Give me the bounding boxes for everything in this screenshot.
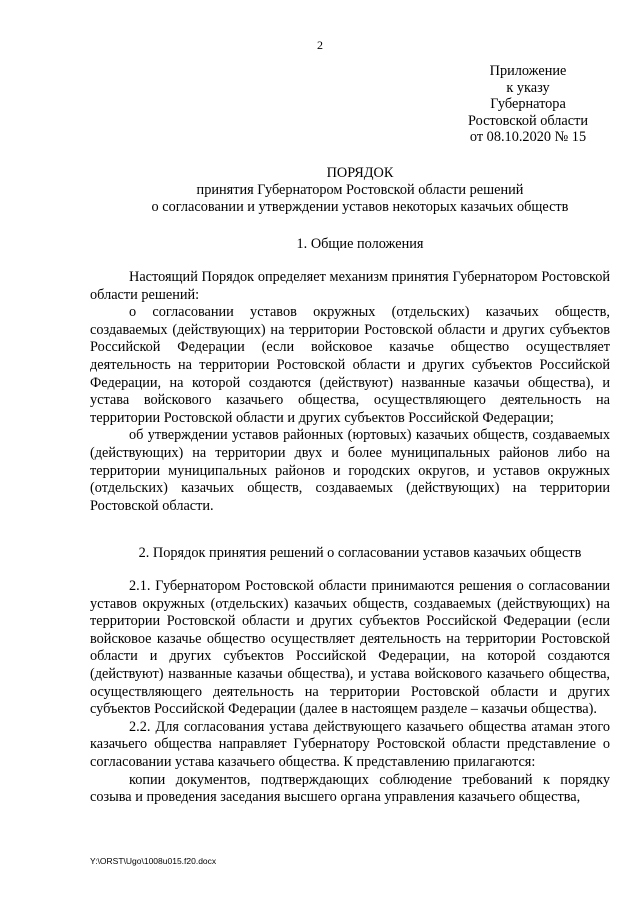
section-heading: 2. Порядок принятия решений о согласовании уставов казачьих обществ	[138, 545, 582, 561]
page-number: 2	[317, 38, 323, 52]
subtitle-line: принятия Губернатором Ростовской области решений	[196, 182, 524, 198]
file-path-footer: Y:\ORST\Ugo\1008u015.f20.docx	[90, 856, 217, 866]
paragraph: о согласовании уставов окружных (отдельских) казачьих обществ, создаваемых (действующих) на территории Ростовской области и других субъектов Российской Федерации (если войсковое казачье общество осуществляет деятельность на территории Ростовской области и других субъектов Российской Федерации, на которой создаются (действуют) названные казачьи общества), и устава войскового казачьего общества, осуществляющего деятельность на территории Ростовской области и других субъектов Российской Федерации;	[90, 304, 610, 426]
paragraph: Настоящий Порядок определяет механизм принятия Губернатором Ростовской области решений:	[90, 269, 610, 303]
appendix-line: Приложение	[489, 63, 567, 79]
title-line: ПОРЯДОК	[326, 165, 394, 181]
appendix-block	[448, 63, 608, 146]
appendix-line: от 08.10.2020 № 15	[469, 129, 587, 146]
paragraph: 2.1. Губернатором Ростовской области принимаются решения о согласовании уставов окружных (отдельских) казачьих обществ, создаваемых (действующих) на территории Ростовской области и других субъектов Российской Федерации (если войсковое казачье общество осуществляет деятельность на территории Ростовской области и других субъектов Российской Федерации, на которой создаются (действуют) названные казачьи общества), и устава войскового казачьего общества, осуществляющего деятельность на территории Ростовской области и других субъектов Российской Федерации (далее в настоящем разделе – казачьи общества).	[90, 578, 610, 718]
section-body	[90, 578, 610, 807]
paragraph: копии документов, подтверждающих соблюдение требований к порядку созыва и проведения заседания высшего органа управления казачьего общества,	[90, 771, 610, 806]
section-body	[90, 269, 610, 515]
appendix-line: Губернатора	[490, 96, 566, 113]
paragraph: 2.2. Для согласования устава действующего казачьего общества атаман этого казачьего общества направляет Губернатору Ростовской области представление о согласовании устава казачьего общества. К представлению прилагаются:	[90, 718, 610, 770]
subtitle-line: о согласовании и утверждении уставов некоторых казачьих обществ	[151, 199, 569, 215]
appendix-line: к указу	[506, 79, 550, 96]
paragraph: об утверждении уставов районных (юртовых) казачьих обществ, создаваемых (действующих) на территории двух и более муниципальных районов либо на территории муниципальных районов и городских округов, и уставов окружных (отдельских) казачьих обществ, создаваемых (действующих) на территории Ростовской области.	[90, 427, 610, 514]
section-heading: 1. Общие положения	[296, 236, 424, 252]
document-title	[0, 165, 640, 216]
appendix-line: Ростовской области	[467, 112, 589, 129]
